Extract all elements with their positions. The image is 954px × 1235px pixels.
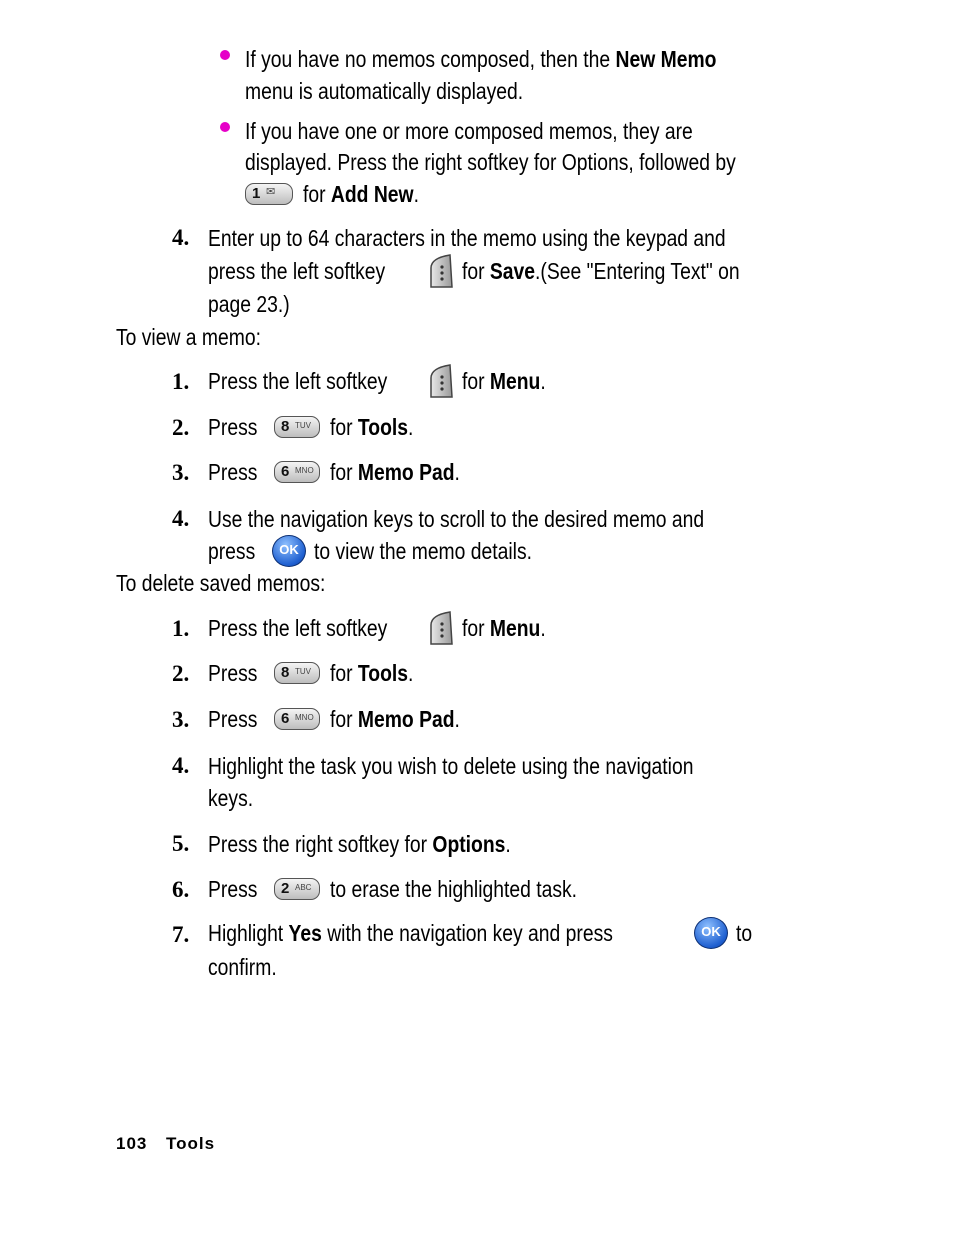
key-8-icon: 8 TUV	[274, 416, 320, 438]
key-1-icon: 1 ✉	[245, 183, 293, 205]
view-step-1: Press the left softkey for Menu.	[208, 364, 562, 398]
left-softkey-icon	[428, 364, 454, 398]
key-8-icon: 8 TUV	[274, 662, 320, 684]
delete-step-3: Press 6 MNO for Memo Pad.	[208, 706, 460, 732]
step-number: 4.	[172, 225, 190, 250]
step-4-line-2: press the left softkey for Save.(See "Entering Text" on	[208, 255, 792, 287]
delete-step-2: Press 8 TUV for Tools.	[208, 660, 414, 686]
view-step-2: Press 8 TUV for Tools.	[208, 414, 414, 440]
delete-step-7-line-1: Highlight Yes with the navigation key and press OK to	[208, 916, 755, 950]
step-number: 4.	[172, 753, 190, 778]
delete-step-1: Press the left softkey for Menu.	[208, 611, 562, 645]
view-memo-heading: To view a memo:	[116, 324, 261, 350]
footer-page-number: 103	[116, 1134, 148, 1153]
key-6-icon: 6 MNO	[274, 461, 320, 483]
bullet-2-line-1: If you have one or more composed memos, they are	[245, 118, 693, 144]
delete-step-4-line-2: keys.	[208, 785, 254, 811]
delete-memos-heading: To delete saved memos:	[116, 570, 326, 596]
step-number: 7.	[172, 922, 190, 947]
step-number: 3.	[172, 707, 190, 732]
ok-key-icon: OK	[272, 535, 306, 567]
bullet-2-line-3: 1 ✉ for Add New.	[245, 178, 441, 210]
step-number: 1.	[172, 369, 190, 394]
step-number: 6.	[172, 877, 190, 902]
view-step-4-line-1: Use the navigation keys to scroll to the desired memo and	[208, 506, 705, 532]
step-number: 4.	[172, 506, 190, 531]
bullet-dot	[220, 122, 230, 132]
delete-step-6: Press 2 ABC to erase the highlighted task.	[208, 876, 578, 902]
step-4-line-3: page 23.)	[208, 291, 290, 317]
delete-step-5: Press the right softkey for Options.	[208, 831, 511, 857]
step-number: 2.	[172, 415, 190, 440]
left-softkey-icon	[428, 611, 454, 645]
step-4-line-1: Enter up to 64 characters in the memo using the keypad and	[208, 225, 726, 251]
delete-step-7-line-2: confirm.	[208, 954, 277, 980]
key-6-icon: 6 MNO	[274, 708, 320, 730]
bullet-2-line-2: displayed. Press the right softkey for Options, followed by	[245, 149, 736, 175]
delete-step-4-line-1: Highlight the task you wish to delete using the navigation	[208, 753, 694, 779]
bullet-1-line-2: menu is automatically displayed.	[245, 78, 524, 104]
step-number: 3.	[172, 460, 190, 485]
bullet-dot	[220, 50, 230, 60]
key-2-icon: 2 ABC	[274, 878, 320, 900]
step-number: 1.	[172, 616, 190, 641]
step-number: 5.	[172, 831, 190, 856]
step-number: 2.	[172, 661, 190, 686]
view-step-3: Press 6 MNO for Memo Pad.	[208, 459, 460, 485]
view-step-4-line-2: press OK to view the memo details.	[208, 535, 574, 567]
footer-section-title: Tools	[166, 1134, 216, 1153]
left-softkey-icon	[428, 254, 454, 288]
bullet-1-line-1: If you have no memos composed, then the New Memo	[245, 46, 717, 72]
ok-key-icon: OK	[694, 917, 728, 949]
